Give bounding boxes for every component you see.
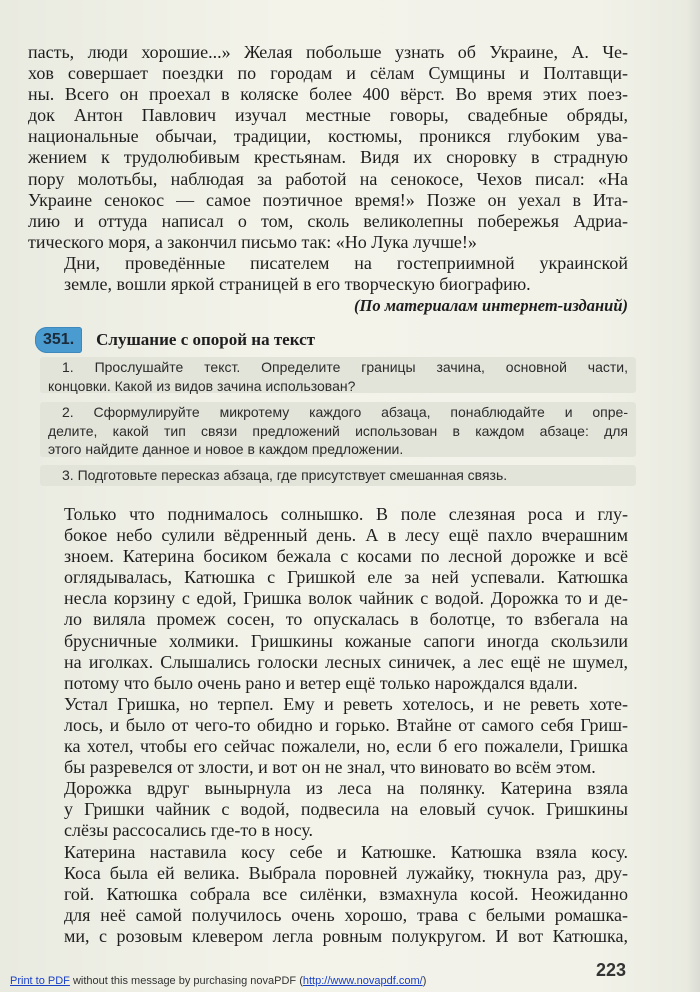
- text-line: потому что было очень рано и ветер ещё только нарождался вдали.: [64, 672, 578, 693]
- story-paragraph-1: [28, 504, 628, 694]
- footer-text: without this message by purchasing novaPDF (: [69, 975, 303, 987]
- text-line: жением к трудолюбивым крестьянам. Видя их сноровку в страдную: [28, 147, 628, 168]
- text-line: оглядывалась, Катюшка с Гришкой еле за ней успевали. Катюшка: [64, 567, 628, 588]
- text-line: несла корзину с едой, Гришка волок чайник с водой. Дорожка то и де-: [64, 588, 628, 609]
- story-paragraph-3: [28, 778, 628, 841]
- text-line: бы разревелся от злости, и вот он не знал, что виновато во всём этом.: [64, 757, 596, 778]
- task-3: [48, 466, 628, 485]
- intro-paragraph-2: [28, 253, 628, 295]
- text-line: Коса была ей велика. Выбрала поровней лужайку, тюкнула раз, дру-: [64, 862, 628, 883]
- text-line: пору молотьбы, наблюдая за работой на сенокосе, Чехов писал: «На: [28, 168, 628, 189]
- intro-text-block: [28, 42, 628, 316]
- text-line: лию и оттуда написал о том, сколь великолепны побережья Адриа-: [28, 210, 628, 231]
- print-to-pdf-link[interactable]: Print to PDF: [10, 975, 70, 987]
- task-line: 2. Сформулируйте микротему каждого абзаца, понаблюдайте и опре-: [62, 404, 628, 420]
- text-line: Только что поднималось солнышко. В поле слезяная роса и глу-: [64, 504, 628, 524]
- task-line: 1. Прослушайте текст. Определите границы зачина, основной части,: [62, 359, 628, 375]
- task-line: делите, какой тип связи предложений использован в каждом абзаце: для: [48, 422, 628, 439]
- text-line: ми, с розовым клевером легла ровным полукругом. И вот Катюшка,: [64, 925, 628, 946]
- page-number: 223: [596, 960, 627, 980]
- text-line: для неё самой получилось очень хорошо, трава с белыми ромашка-: [64, 904, 628, 925]
- story-paragraph-2: [28, 694, 628, 778]
- intro-paragraph-1: [28, 42, 628, 253]
- text-line: на иголках. Слышались голоски лесных синичек, а лес ещё не шумел,: [64, 651, 628, 672]
- source-note: (По материалам интернет-изданий): [354, 296, 628, 316]
- text-line: гой. Катюшка собрала все силёнки, взмахнула косой. Неожиданно: [64, 883, 628, 904]
- task-line: концовки. Какой из видов зачина использован?: [48, 377, 356, 394]
- text-line: бокое небо сулили вёдренный день. А в лесу ещё пахло вчерашним: [64, 525, 628, 546]
- text-line: земле, вошли яркой страницей в его творческую биографию.: [64, 274, 531, 295]
- text-line: у Гришки чайник с водой, подвесила на еловый сучок. Гришкины: [64, 799, 628, 820]
- exercise-header: [35, 326, 315, 354]
- task-1: [48, 358, 628, 395]
- scan-edge-shadow: [686, 0, 700, 992]
- exercise-number-badge: 351.: [35, 327, 82, 353]
- text-line: Украине сенокос — самое поэтичное время!» Позже он уехал в Ита-: [28, 189, 628, 210]
- text-line: тического моря, а закончил письмо так: «Но Лука лучше!»: [28, 231, 477, 252]
- text-line: Катерина наставила косу себе и Катюшке. Катюшка взяла косу.: [64, 841, 628, 862]
- task-line: этого найдите данное и новое в каждом предложении.: [48, 441, 404, 457]
- text-line: слёзы рассосались где-то в носу.: [64, 820, 314, 841]
- footer-text-end: ): [422, 975, 427, 987]
- text-line: ны. Всего он проехал в коляске более 400 вёрст. Во время этих поез-: [28, 84, 628, 105]
- text-line: зноем. Катерина босиком бежала с косами по лесной дорожке и всё: [64, 546, 628, 567]
- story-text-block: [28, 504, 628, 947]
- task-2: [48, 403, 628, 459]
- novapdf-link[interactable]: http://www.novapdf.com/: [302, 975, 423, 987]
- text-line: док Антон Павлович изучал местные говоры, свадебные обряды,: [28, 105, 628, 126]
- text-line: ка хотел, чтобы его сейчас пожалели, но, если б его пожалели, Гришка: [64, 736, 628, 757]
- text-line: лось, и было от чего-то обидно и горько. Втайне от самого себя Гриш-: [64, 714, 628, 735]
- text-line: национальные обычаи, традиции, костюмы, проникся глубоким ува-: [28, 126, 628, 147]
- text-line: брусничные холмики. Гришкины кожаные сапоги иногда скользили: [64, 630, 628, 651]
- pdf-watermark-footer: [10, 975, 426, 987]
- text-line: пасть, люди хорошие...» Желая побольше узнать об Украине, А. Че-: [28, 42, 628, 62]
- text-line: хов совершает поездки по городам и сёлам Сумщины и Полтавщи-: [28, 63, 628, 84]
- text-line: Дни, проведённые писателем на гостеприимной украинской: [64, 252, 628, 273]
- story-paragraph-4: [28, 842, 628, 947]
- text-line: ло виляла промеж сосен, то опускалась в болотце, то взбегала на: [64, 609, 628, 630]
- text-line: Устал Гришка, но терпел. Ему и реветь хотелось, и не реветь хоте-: [64, 693, 628, 714]
- exercise-title: Слушание с опорой на текст: [96, 330, 315, 349]
- task-line: 3. Подготовьте пересказ абзаца, где присутствует смешанная связь.: [62, 467, 508, 483]
- text-line: Дорожка вдруг вынырнула из леса на полянку. Катерина взяла: [64, 778, 628, 799]
